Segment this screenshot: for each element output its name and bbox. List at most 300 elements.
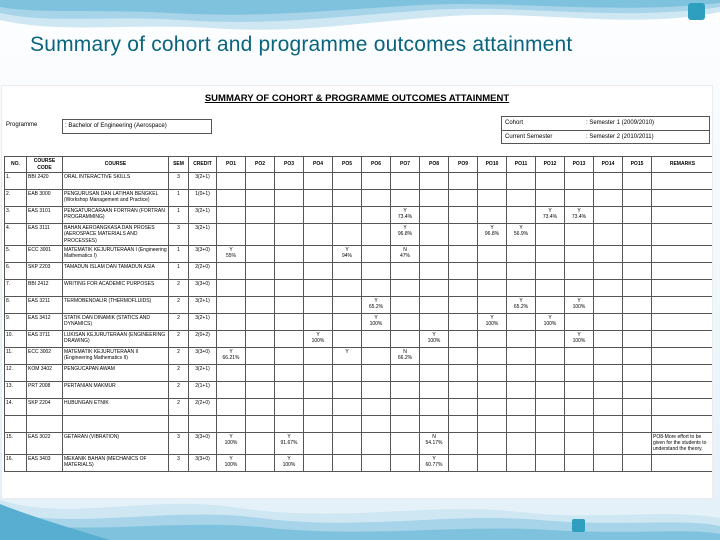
remarks-cell: PO8-More effort to be given for the students to understand the theory. xyxy=(652,432,714,454)
po1-cell xyxy=(217,415,246,432)
po8-cell xyxy=(420,245,449,262)
po11-cell xyxy=(507,398,536,415)
po9-cell xyxy=(449,415,478,432)
col-header-po5: PO5 xyxy=(333,157,362,173)
po6-cell xyxy=(362,364,391,381)
row-number-cell: 1. xyxy=(5,173,27,190)
course-name-cell: MATEMATIK KEJURUTERAAN II (Engineering Mathematics II) xyxy=(63,347,169,364)
col-header-po15: PO15 xyxy=(623,157,652,173)
semester-cell: 3 xyxy=(169,224,189,246)
remarks-cell xyxy=(652,313,714,330)
col-header-po7: PO7 xyxy=(391,157,420,173)
semester-cell: 3 xyxy=(169,173,189,190)
credit-cell: 1(0+1) xyxy=(189,190,217,207)
po14-cell xyxy=(594,279,623,296)
po3-cell xyxy=(275,296,304,313)
po9-cell xyxy=(449,296,478,313)
po7-cell xyxy=(391,313,420,330)
po6-cell: Y 65.2% xyxy=(362,296,391,313)
semester-cell: 2 xyxy=(169,347,189,364)
po11-cell xyxy=(507,330,536,347)
course-name-cell: PENGURUSAN DAN LATIHAN BENGKEL (Workshop Management and Practice) xyxy=(63,190,169,207)
remarks-cell xyxy=(652,347,714,364)
current-semester-row xyxy=(502,130,709,143)
course-name-cell: PERTANIAN MAKMUR xyxy=(63,381,169,398)
po6-cell xyxy=(362,245,391,262)
course-name-cell: STATIK DAN DINAMIK (STATICS AND DYNAMICS) xyxy=(63,313,169,330)
po5-cell: Y 94% xyxy=(333,245,362,262)
po7-cell xyxy=(391,364,420,381)
po5-cell xyxy=(333,262,362,279)
po8-cell xyxy=(420,364,449,381)
po7-cell: N 47% xyxy=(391,245,420,262)
remarks-cell xyxy=(652,173,714,190)
remarks-cell xyxy=(652,262,714,279)
po1-cell xyxy=(217,330,246,347)
course-code-cell xyxy=(27,415,63,432)
semester-cell: 2 xyxy=(169,364,189,381)
po3-cell xyxy=(275,173,304,190)
po6-cell: Y 100% xyxy=(362,313,391,330)
po9-cell xyxy=(449,262,478,279)
po1-cell xyxy=(217,381,246,398)
po11-cell xyxy=(507,207,536,224)
col-header-credit: CREDIT xyxy=(189,157,217,173)
po12-cell xyxy=(536,432,565,454)
semester-cell: 2 xyxy=(169,381,189,398)
po12-cell xyxy=(536,224,565,246)
po2-cell xyxy=(246,454,275,471)
po11-cell: Y 56.9% xyxy=(507,224,536,246)
po9-cell xyxy=(449,364,478,381)
po12-cell xyxy=(536,398,565,415)
credit-cell: 3(2+1) xyxy=(189,364,217,381)
po8-cell: N 54.17% xyxy=(420,432,449,454)
po11-cell xyxy=(507,364,536,381)
po2-cell xyxy=(246,432,275,454)
col-header-po1: PO1 xyxy=(217,157,246,173)
table-row xyxy=(5,347,714,364)
po6-cell xyxy=(362,207,391,224)
table-row xyxy=(5,173,714,190)
po1-cell xyxy=(217,398,246,415)
po8-cell xyxy=(420,224,449,246)
credit-cell: 3(3+0) xyxy=(189,347,217,364)
po13-cell xyxy=(565,432,594,454)
po4-cell xyxy=(304,190,333,207)
po6-cell xyxy=(362,347,391,364)
po5-cell xyxy=(333,381,362,398)
po8-cell xyxy=(420,262,449,279)
po10-cell xyxy=(478,262,507,279)
po4-cell xyxy=(304,245,333,262)
po6-cell xyxy=(362,454,391,471)
table-row xyxy=(5,330,714,347)
po6-cell xyxy=(362,415,391,432)
po11-cell xyxy=(507,454,536,471)
po8-cell xyxy=(420,296,449,313)
course-name-cell: MATEMATIK KEJURUTERAAN I (Engineering Mathematics I) xyxy=(63,245,169,262)
po5-cell xyxy=(333,279,362,296)
semester-cell: 1 xyxy=(169,207,189,224)
po8-cell xyxy=(420,347,449,364)
po10-cell xyxy=(478,454,507,471)
po7-cell xyxy=(391,173,420,190)
po9-cell xyxy=(449,245,478,262)
po15-cell xyxy=(623,313,652,330)
po3-cell: Y 100% xyxy=(275,454,304,471)
po14-cell xyxy=(594,415,623,432)
cohort-row xyxy=(502,117,709,130)
po15-cell xyxy=(623,347,652,364)
po14-cell xyxy=(594,173,623,190)
row-number-cell: 15. xyxy=(5,432,27,454)
po11-cell xyxy=(507,381,536,398)
po10-cell: Y 96.8% xyxy=(478,224,507,246)
embedded-table-sheet xyxy=(1,85,713,499)
remarks-cell xyxy=(652,364,714,381)
po3-cell xyxy=(275,381,304,398)
po2-cell xyxy=(246,262,275,279)
course-name-cell: BAHAN AEROANGKASA DAN PROSES (AEROSPACE MATERIALS AND PROCESSES) xyxy=(63,224,169,246)
programme-label: Programme xyxy=(6,122,38,128)
course-name-cell: TERMOBENDALIR (THERMOFLUIDS) xyxy=(63,296,169,313)
remarks-cell xyxy=(652,296,714,313)
po2-cell xyxy=(246,415,275,432)
po9-cell xyxy=(449,173,478,190)
semester-cell: 2 xyxy=(169,279,189,296)
table-row xyxy=(5,454,714,471)
semester-cell: 2 xyxy=(169,330,189,347)
remarks-cell xyxy=(652,381,714,398)
po12-cell xyxy=(536,245,565,262)
remarks-cell xyxy=(652,454,714,471)
po7-cell xyxy=(391,398,420,415)
po8-cell xyxy=(420,279,449,296)
po12-cell xyxy=(536,190,565,207)
po3-cell xyxy=(275,224,304,246)
po13-cell xyxy=(565,262,594,279)
po2-cell xyxy=(246,224,275,246)
credit-cell: 2(2+0) xyxy=(189,262,217,279)
po9-cell xyxy=(449,224,478,246)
programme-value: : Bachelor of Engineering (Aerospace) xyxy=(62,119,212,134)
course-name-cell: GETARAN (VIBRATION) xyxy=(63,432,169,454)
po2-cell xyxy=(246,279,275,296)
po1-cell: Y 100% xyxy=(217,454,246,471)
po15-cell xyxy=(623,207,652,224)
po13-cell xyxy=(565,347,594,364)
po5-cell xyxy=(333,364,362,381)
po14-cell xyxy=(594,190,623,207)
po10-cell xyxy=(478,398,507,415)
row-number-cell: 2. xyxy=(5,190,27,207)
po4-cell xyxy=(304,364,333,381)
po7-cell xyxy=(391,262,420,279)
credit-cell: 3(2+1) xyxy=(189,224,217,246)
remarks-cell xyxy=(652,190,714,207)
credit-cell xyxy=(189,415,217,432)
po2-cell xyxy=(246,330,275,347)
remarks-cell xyxy=(652,245,714,262)
po13-cell xyxy=(565,190,594,207)
row-number-cell: 5. xyxy=(5,245,27,262)
po13-cell xyxy=(565,173,594,190)
credit-cell: 3(3+0) xyxy=(189,279,217,296)
po3-cell xyxy=(275,245,304,262)
po1-cell xyxy=(217,173,246,190)
teal-accent-square-top xyxy=(688,3,705,20)
course-code-cell: BBI 2420 xyxy=(27,173,63,190)
table-row xyxy=(5,190,714,207)
po14-cell xyxy=(594,347,623,364)
po13-cell xyxy=(565,415,594,432)
semester-cell xyxy=(169,415,189,432)
po1-cell xyxy=(217,224,246,246)
po4-cell xyxy=(304,173,333,190)
po3-cell xyxy=(275,398,304,415)
po4-cell xyxy=(304,398,333,415)
po1-cell xyxy=(217,190,246,207)
course-code-cell: PRT 2008 xyxy=(27,381,63,398)
cohort-box xyxy=(501,116,710,144)
po14-cell xyxy=(594,364,623,381)
po15-cell xyxy=(623,364,652,381)
po10-cell xyxy=(478,279,507,296)
po3-cell: Y 91.67% xyxy=(275,432,304,454)
po8-cell: Y 100% xyxy=(420,330,449,347)
po12-cell: Y 100% xyxy=(536,313,565,330)
po12-cell xyxy=(536,296,565,313)
table-row xyxy=(5,279,714,296)
course-name-cell: ORAL INTERACTIVE SKILLS xyxy=(63,173,169,190)
po10-cell xyxy=(478,245,507,262)
po2-cell xyxy=(246,313,275,330)
po5-cell xyxy=(333,432,362,454)
po10-cell xyxy=(478,207,507,224)
po1-cell xyxy=(217,279,246,296)
course-code-cell: EAS 3111 xyxy=(27,224,63,246)
credit-cell: 2(1+1) xyxy=(189,381,217,398)
po9-cell xyxy=(449,454,478,471)
row-number-cell: 13. xyxy=(5,381,27,398)
po5-cell: Y xyxy=(333,347,362,364)
po15-cell xyxy=(623,415,652,432)
credit-cell: 3(3+0) xyxy=(189,432,217,454)
po7-cell xyxy=(391,330,420,347)
po14-cell xyxy=(594,454,623,471)
po12-cell xyxy=(536,279,565,296)
po10-cell xyxy=(478,432,507,454)
cohort-label: Cohort xyxy=(505,120,524,126)
course-code-cell: EAB 3000 xyxy=(27,190,63,207)
po3-cell xyxy=(275,347,304,364)
po3-cell xyxy=(275,190,304,207)
po5-cell xyxy=(333,313,362,330)
po15-cell xyxy=(623,381,652,398)
po2-cell xyxy=(246,245,275,262)
po15-cell xyxy=(623,190,652,207)
row-number-cell: 6. xyxy=(5,262,27,279)
po8-cell xyxy=(420,190,449,207)
course-code-cell: EAS 3403 xyxy=(27,454,63,471)
table-row xyxy=(5,313,714,330)
po4-cell xyxy=(304,313,333,330)
po9-cell xyxy=(449,330,478,347)
po7-cell: Y 96.8% xyxy=(391,224,420,246)
po7-cell xyxy=(391,279,420,296)
po10-cell xyxy=(478,415,507,432)
row-number-cell: 4. xyxy=(5,224,27,246)
po1-cell: Y 55% xyxy=(217,245,246,262)
semester-cell: 2 xyxy=(169,398,189,415)
po9-cell xyxy=(449,381,478,398)
po5-cell xyxy=(333,330,362,347)
remarks-cell xyxy=(652,415,714,432)
credit-cell: 3(2+1) xyxy=(189,296,217,313)
po2-cell xyxy=(246,347,275,364)
po11-cell xyxy=(507,245,536,262)
col-header-remarks: REMARKS xyxy=(652,157,714,173)
course-name-cell: WRITING FOR ACADEMIC PURPOSES xyxy=(63,279,169,296)
remarks-cell xyxy=(652,207,714,224)
col-header-course-code: COURSE CODE xyxy=(27,157,63,173)
col-header-po6: PO6 xyxy=(362,157,391,173)
po6-cell xyxy=(362,190,391,207)
po5-cell xyxy=(333,454,362,471)
table-row xyxy=(5,224,714,246)
row-number-cell: 12. xyxy=(5,364,27,381)
po3-cell xyxy=(275,262,304,279)
course-code-cell: KOM 3402 xyxy=(27,364,63,381)
course-code-cell: EAS 3101 xyxy=(27,207,63,224)
po6-cell xyxy=(362,381,391,398)
po11-cell xyxy=(507,415,536,432)
po11-cell xyxy=(507,190,536,207)
po11-cell: Y 65.2% xyxy=(507,296,536,313)
po8-cell xyxy=(420,207,449,224)
po4-cell xyxy=(304,207,333,224)
po6-cell xyxy=(362,432,391,454)
po11-cell xyxy=(507,262,536,279)
course-name-cell: MEKANIK BAHAN (MECHANICS OF MATERIALS) xyxy=(63,454,169,471)
po15-cell xyxy=(623,173,652,190)
semester-cell: 2 xyxy=(169,313,189,330)
po5-cell xyxy=(333,398,362,415)
po12-cell xyxy=(536,262,565,279)
col-header-po10: PO10 xyxy=(478,157,507,173)
po7-cell xyxy=(391,296,420,313)
programme-field xyxy=(6,119,212,134)
po13-cell xyxy=(565,398,594,415)
po10-cell xyxy=(478,364,507,381)
credit-cell: 2(0+2) xyxy=(189,330,217,347)
po15-cell xyxy=(623,262,652,279)
po12-cell xyxy=(536,381,565,398)
current-semester-value: : Semester 2 (2010/2011) xyxy=(586,134,654,140)
po11-cell xyxy=(507,432,536,454)
po7-cell xyxy=(391,454,420,471)
po8-cell xyxy=(420,398,449,415)
remarks-cell xyxy=(652,279,714,296)
col-header-po9: PO9 xyxy=(449,157,478,173)
po8-cell: Y 60.77% xyxy=(420,454,449,471)
po15-cell xyxy=(623,245,652,262)
po3-cell xyxy=(275,330,304,347)
po6-cell xyxy=(362,330,391,347)
course-code-cell: SKP 2204 xyxy=(27,398,63,415)
semester-cell: 1 xyxy=(169,245,189,262)
po12-cell: Y 73.4% xyxy=(536,207,565,224)
po14-cell xyxy=(594,296,623,313)
col-header-po12: PO12 xyxy=(536,157,565,173)
po15-cell xyxy=(623,330,652,347)
course-name-cell: PENGATURCARAAN FORTRAN (FORTRAN PROGRAMMING) xyxy=(63,207,169,224)
col-header-po11: PO11 xyxy=(507,157,536,173)
course-name-cell: HUBUNGAN ETNIK xyxy=(63,398,169,415)
row-number-cell: 10. xyxy=(5,330,27,347)
po4-cell xyxy=(304,279,333,296)
po5-cell xyxy=(333,224,362,246)
table-row xyxy=(5,432,714,454)
course-code-cell: ECC 3001 xyxy=(27,245,63,262)
remarks-cell xyxy=(652,224,714,246)
course-name-cell: LUKISAN KEJURUTERAAN (ENGINEERING DRAWING) xyxy=(63,330,169,347)
po4-cell: Y 100% xyxy=(304,330,333,347)
credit-cell: 3(2+1) xyxy=(189,173,217,190)
po12-cell xyxy=(536,454,565,471)
po6-cell xyxy=(362,224,391,246)
slide-title: Summary of cohort and programme outcomes attainment xyxy=(30,33,573,56)
col-header-po2: PO2 xyxy=(246,157,275,173)
po3-cell xyxy=(275,279,304,296)
po13-cell xyxy=(565,313,594,330)
credit-cell: 3(3+0) xyxy=(189,245,217,262)
po5-cell xyxy=(333,296,362,313)
row-number-cell: 3. xyxy=(5,207,27,224)
table-row xyxy=(5,207,714,224)
po1-cell xyxy=(217,296,246,313)
col-header-po8: PO8 xyxy=(420,157,449,173)
row-number-cell: 16. xyxy=(5,454,27,471)
semester-cell: 3 xyxy=(169,432,189,454)
course-name-cell: TAMADUN ISLAM DAN TAMADUN ASIA xyxy=(63,262,169,279)
po12-cell xyxy=(536,330,565,347)
col-header-po4: PO4 xyxy=(304,157,333,173)
po12-cell xyxy=(536,415,565,432)
row-number-cell: 7. xyxy=(5,279,27,296)
course-code-cell: BBI 2412 xyxy=(27,279,63,296)
course-code-cell: EAS 3211 xyxy=(27,296,63,313)
po6-cell xyxy=(362,398,391,415)
col-header-sem: SEM xyxy=(169,157,189,173)
table-row xyxy=(5,415,714,432)
po12-cell xyxy=(536,364,565,381)
po13-cell xyxy=(565,224,594,246)
col-header-po13: PO13 xyxy=(565,157,594,173)
po6-cell xyxy=(362,262,391,279)
course-name-cell: PENGUCAPAN AWAM xyxy=(63,364,169,381)
po9-cell xyxy=(449,190,478,207)
course-name-cell xyxy=(63,415,169,432)
po10-cell xyxy=(478,190,507,207)
po9-cell xyxy=(449,432,478,454)
po4-cell xyxy=(304,224,333,246)
po2-cell xyxy=(246,398,275,415)
po7-cell: N 66.2% xyxy=(391,347,420,364)
course-code-cell: EAS 3711 xyxy=(27,330,63,347)
po13-cell xyxy=(565,279,594,296)
